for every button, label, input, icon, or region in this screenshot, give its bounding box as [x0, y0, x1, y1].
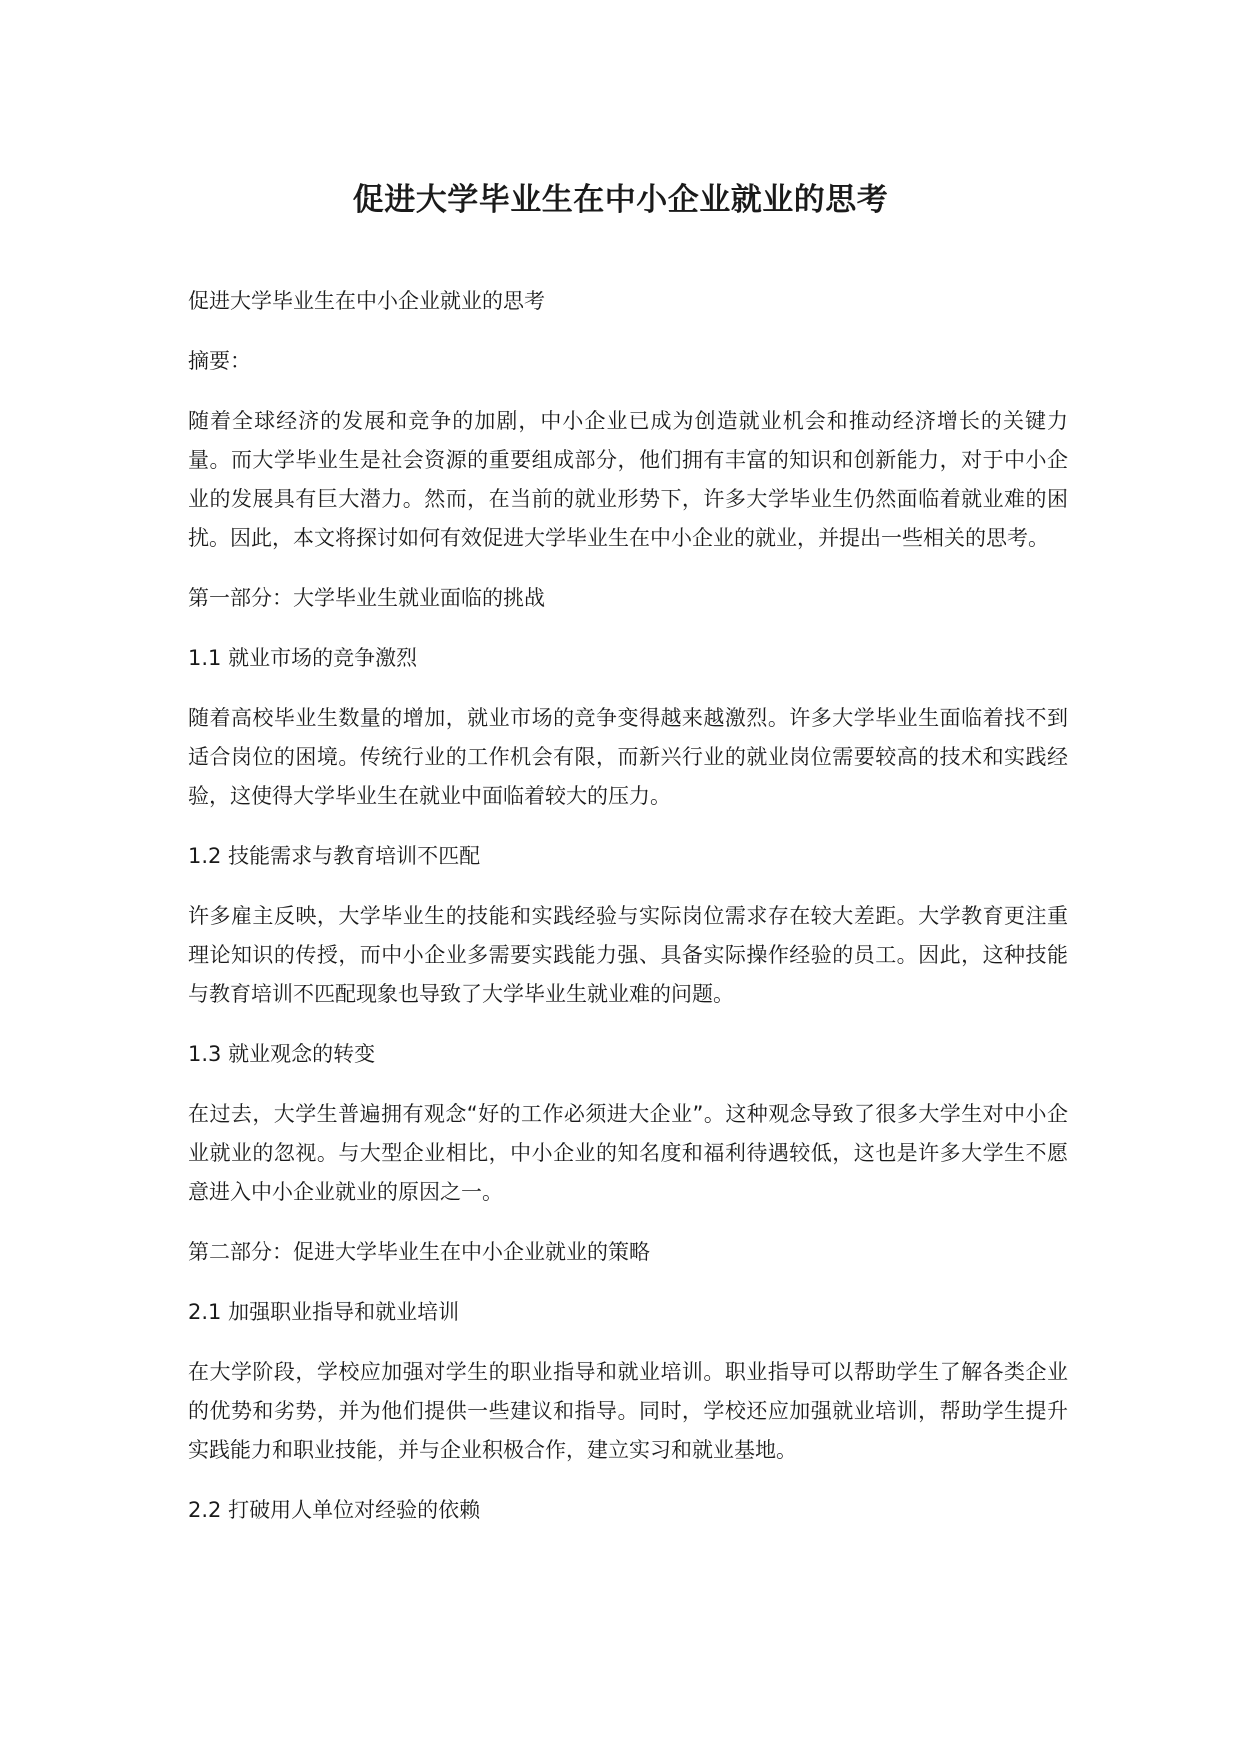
section-1-3-heading: 1.3 就业观念的转变: [188, 1042, 376, 1066]
part1-heading: 第一部分：大学毕业生就业面临的挑战: [188, 586, 545, 610]
section-2-2-heading: 2.2 打破用人单位对经验的依赖: [188, 1498, 481, 1522]
section-1-2-paragraph: 许多雇主反映，大学毕业生的技能和实践经验与实际岗位需求存在较大差距。大学教育更注重理论知识的传授，而中小企业多需要实践能力强、具备实际操作经验的员工。因此，这种技能与教育培训不匹配现象也导致了大学毕业生就业难的问题。: [188, 904, 1068, 1006]
section-2-1-heading: 2.1 加强职业指导和就业培训: [188, 1300, 460, 1324]
section-1-3-paragraph: 在过去，大学生普遍拥有观念“好的工作必须进大企业”。这种观念导致了很多大学生对中小企业就业的忽视。与大型企业相比，中小企业的知名度和福利待遇较低，这也是许多大学生不愿意进入中小企业就业的原因之一。: [188, 1102, 1068, 1204]
document-body: [188, 282, 1068, 1551]
section-1-1-paragraph: 随着高校毕业生数量的增加，就业市场的竞争变得越来越激烈。许多大学毕业生面临着找不到适合岗位的困境。传统行业的工作机会有限，而新兴行业的就业岗位需要较高的技术和实践经验，这使得大学毕业生在就业中面临着较大的压力。: [188, 706, 1068, 808]
section-1-2-heading: 1.2 技能需求与教育培训不匹配: [188, 844, 481, 868]
document-title: 促进大学毕业生在中小企业就业的思考: [352, 182, 889, 218]
section-2-1-paragraph: 在大学阶段，学校应加强对学生的职业指导和就业培训。职业指导可以帮助学生了解各类企业的优势和劣势，并为他们提供一些建议和指导。同时，学校还应加强就业培训，帮助学生提升实践能力和职业技能，并与企业积极合作，建立实习和就业基地。: [188, 1360, 1068, 1462]
section-1-1-heading: 1.1 就业市场的竞争激烈: [188, 646, 418, 670]
part2-heading: 第二部分：促进大学毕业生在中小企业就业的策略: [188, 1240, 650, 1264]
abstract-paragraph: 随着全球经济的发展和竞争的加剧，中小企业已成为创造就业机会和推动经济增长的关键力量。而大学毕业生是社会资源的重要组成部分，他们拥有丰富的知识和创新能力，对于中小企业的发展具有巨大潜力。然而，在当前的就业形势下，许多大学毕业生仍然面临着就业难的困扰。因此，本文将探讨如何有效促进大学毕业生在中小企业的就业，并提出一些相关的思考。: [188, 409, 1068, 550]
document-subtitle: 促进大学毕业生在中小企业就业的思考: [188, 289, 545, 313]
abstract-label: 摘要：: [188, 349, 251, 373]
